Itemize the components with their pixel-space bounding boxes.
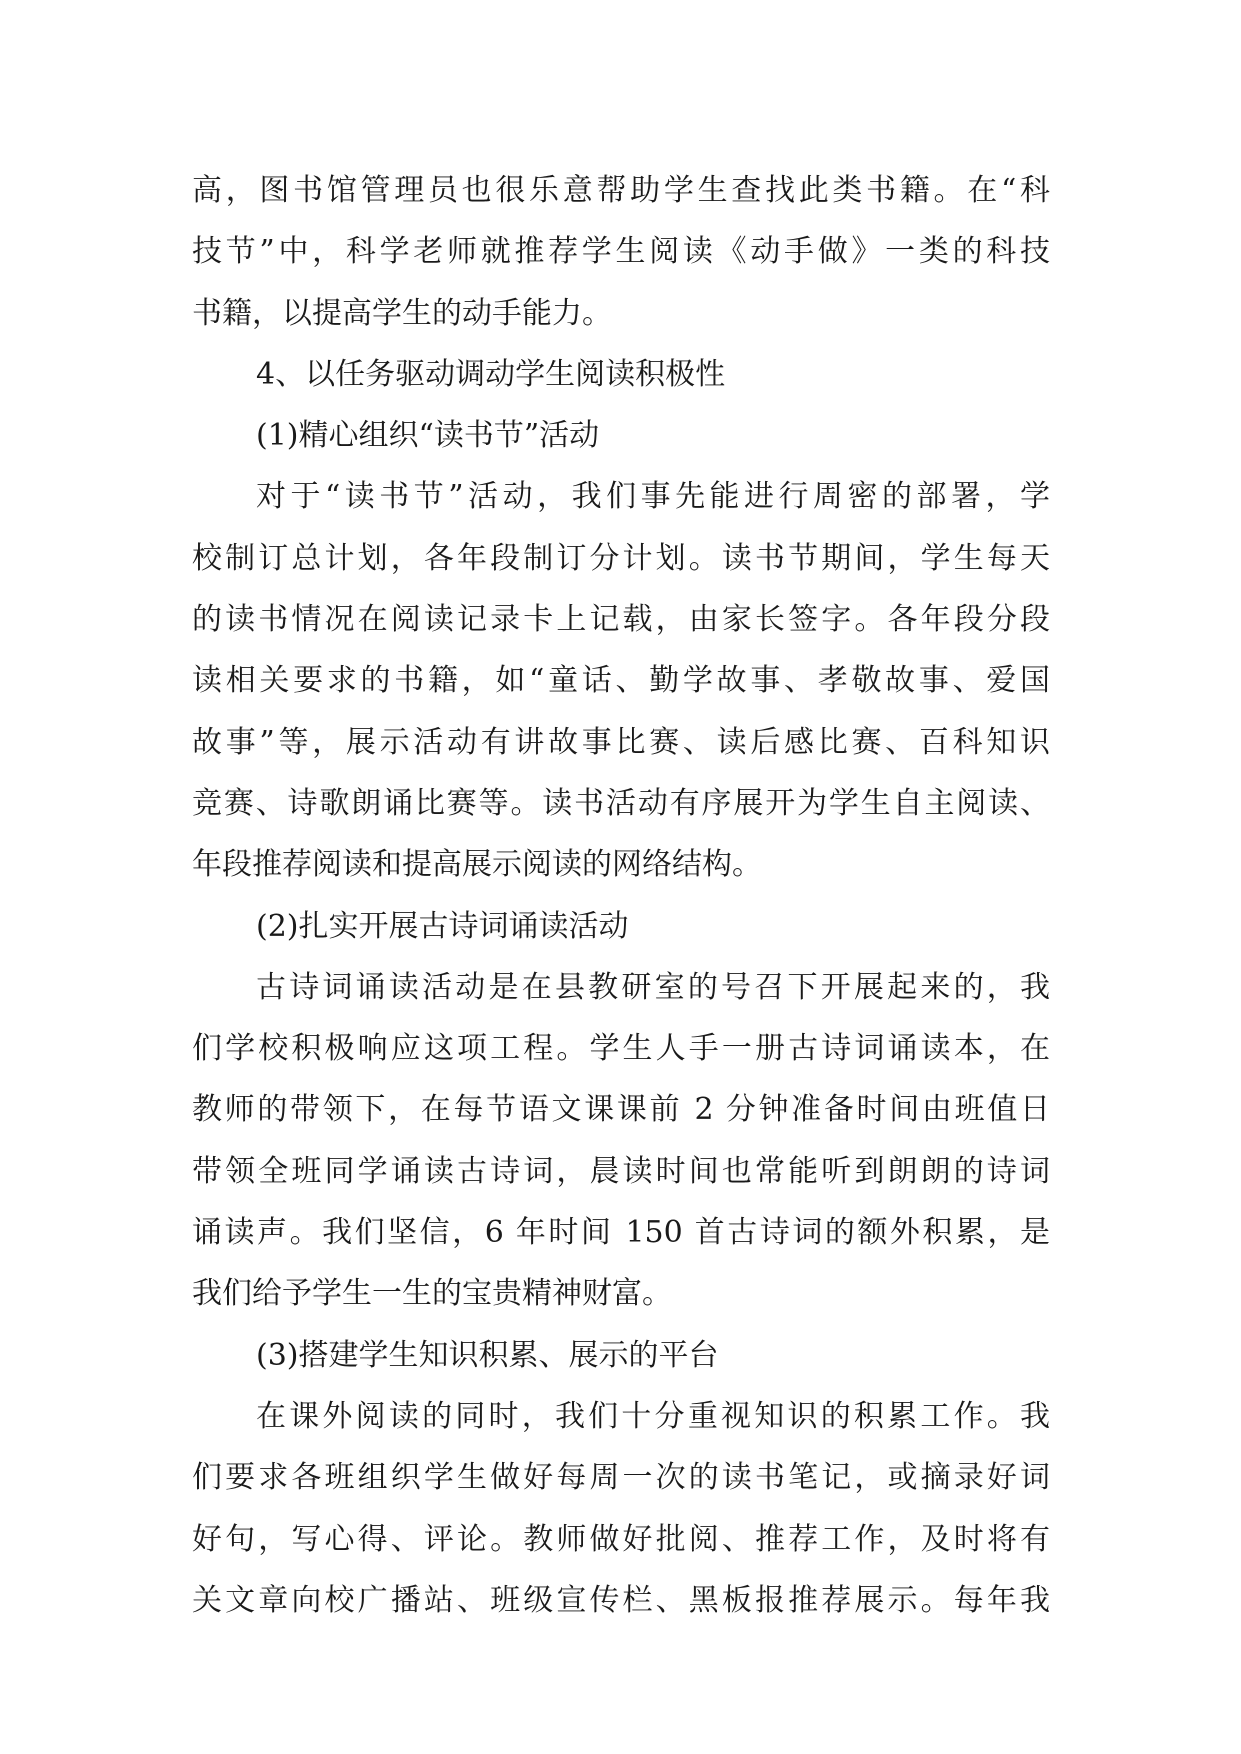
text-line: 们要求各班组织学生做好每周一次的读书笔记，或摘录好词 [192, 1460, 1050, 1496]
text-line: 在课外阅读的同时，我们十分重视知识的积累工作。我 [256, 1398, 1050, 1434]
document-body [192, 160, 1050, 1631]
text-line: 们学校积极响应这项工程。学生人手一册古诗词诵读本，在 [192, 1031, 1050, 1067]
text-line: 竞赛、诗歌朗诵比赛等。读书活动有序展开为学生自主阅读、 [192, 785, 1050, 821]
subsection-heading: (1)精心组织“读书节”活动 [256, 418, 600, 454]
text-line: 的读书情况在阅读记录卡上记载，由家长签字。各年段分段 [192, 602, 1050, 638]
text-line: 古诗词诵读活动是在县教研室的号召下开展起来的，我 [256, 969, 1050, 1005]
text-line: 书籍，以提高学生的动手能力。 [192, 295, 612, 331]
text-line: 故事”等，展示活动有讲故事比赛、读后感比赛、百科知识 [192, 724, 1050, 760]
text-line: 年段推荐阅读和提高展示阅读的网络结构。 [192, 847, 762, 883]
text-line: 技节”中，科学老师就推荐学生阅读《动手做》一类的科技 [192, 234, 1050, 270]
text-line: 带领全班同学诵读古诗词，晨读时间也常能听到朗朗的诗词 [192, 1153, 1050, 1189]
text-line: 读相关要求的书籍，如“童话、勤学故事、孝敬故事、爱国 [192, 663, 1050, 699]
text-line: 高，图书馆管理员也很乐意帮助学生查找此类书籍。在“科 [192, 173, 1050, 208]
text-line: 教师的带领下，在每节语文课课前 2 分钟准备时间由班值日 [192, 1092, 1050, 1128]
text-line: 关文章向校广播站、班级宣传栏、黑板报推荐展示。每年我 [192, 1582, 1050, 1618]
text-line: 我们给予学生一生的宝贵精神财富。 [192, 1276, 672, 1312]
text-line: 对于“读书节”活动，我们事先能进行周密的部署，学 [256, 479, 1050, 515]
subsection-heading: (3)搭建学生知识积累、展示的平台 [256, 1337, 719, 1373]
text-line: 诵读声。我们坚信，6 年时间 150 首古诗词的额外积累，是 [192, 1215, 1050, 1251]
text-line: 好句，写心得、评论。教师做好批阅、推荐工作，及时将有 [192, 1521, 1050, 1557]
subsection-heading: (2)扎实开展古诗词诵读活动 [256, 908, 629, 944]
text-line: 校制订总计划，各年段制订分计划。读书节期间，学生每天 [192, 540, 1050, 576]
section-heading: 4、以任务驱动调动学生阅读积极性 [256, 356, 726, 392]
